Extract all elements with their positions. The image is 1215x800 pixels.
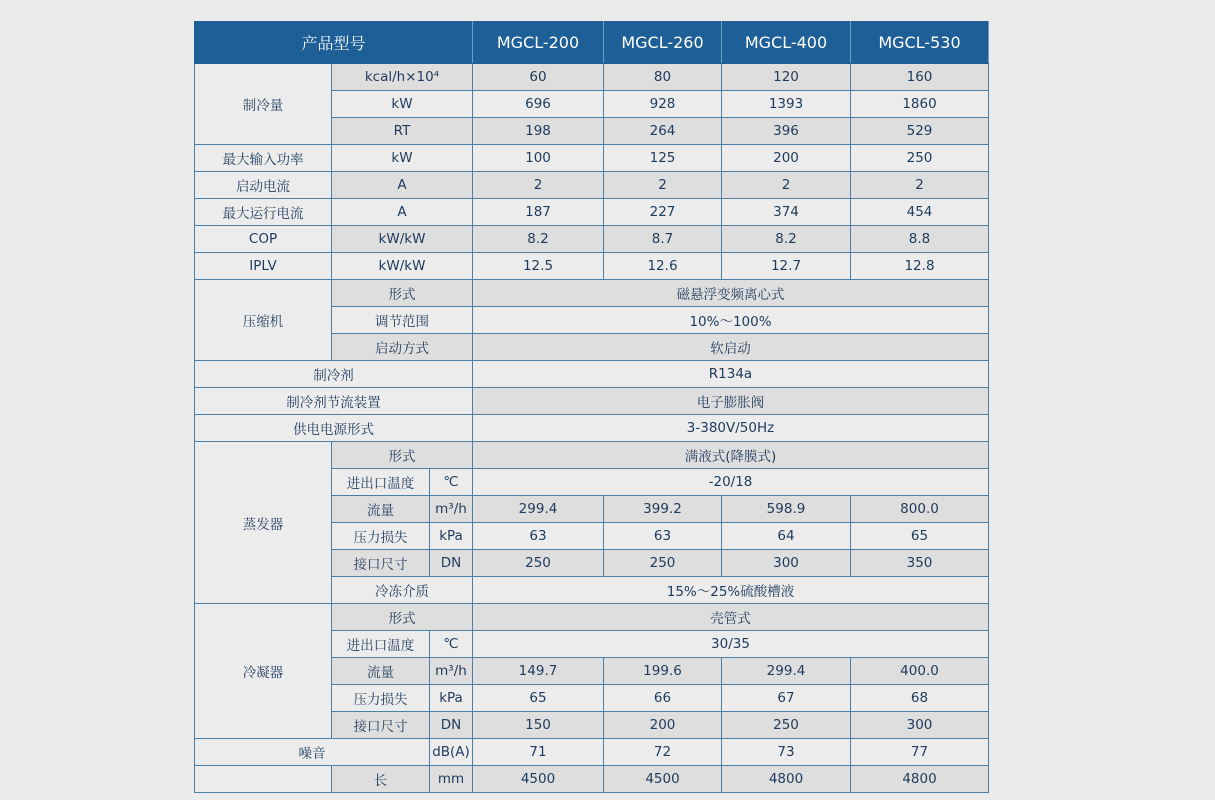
value-cell: 120 [722,64,851,91]
table-row [195,766,989,793]
value-cell: 73 [722,739,851,766]
table-row [195,361,989,388]
unit-cell: DN [430,712,473,739]
table-row [195,226,989,253]
row-label: 噪音 [195,739,430,766]
value-cell: 壳管式 [473,604,989,631]
value-cell: 928 [604,91,722,118]
row-label: 制冷剂节流装置 [195,388,473,415]
value-cell: 160 [851,64,989,91]
value-cell: 299.4 [722,658,851,685]
value-cell: 399.2 [604,496,722,523]
value-cell: 72 [604,739,722,766]
value-cell: 8.7 [604,226,722,253]
row-label: 形式 [332,280,473,307]
value-cell: 454 [851,199,989,226]
value-cell: 1860 [851,91,989,118]
value-cell: 电子膨胀阀 [473,388,989,415]
value-cell: -20/18 [473,469,989,496]
row-label: 制冷剂 [195,361,473,388]
value-cell: 10%～100% [473,307,989,334]
group-label-evaporator: 蒸发器 [195,442,332,604]
value-cell: 100 [473,145,604,172]
value-cell: 60 [473,64,604,91]
value-cell: 15%～25%硫酸槽液 [473,577,989,604]
value-cell: 66 [604,685,722,712]
model-name: MGCL-200 [473,22,604,64]
unit-cell: kW [332,145,473,172]
unit-cell: dB(A) [430,739,473,766]
value-cell: 300 [851,712,989,739]
row-label: 启动方式 [332,334,473,361]
table-row [195,280,989,307]
unit-cell: kcal/h×10⁴ [332,64,473,91]
value-cell: 198 [473,118,604,145]
row-label: IPLV [195,253,332,280]
value-cell: 满液式(降膜式) [473,442,989,469]
value-cell: 227 [604,199,722,226]
model-name: MGCL-530 [851,22,989,64]
table-row [195,199,989,226]
value-cell: 30/35 [473,631,989,658]
value-cell: 199.6 [604,658,722,685]
unit-cell: ℃ [430,469,473,496]
row-label: 最大运行电流 [195,199,332,226]
value-cell: 4500 [473,766,604,793]
row-label: 形式 [332,442,473,469]
value-cell: 12.5 [473,253,604,280]
row-label: 流量 [332,496,430,523]
value-cell: 68 [851,685,989,712]
row-label: 接口尺寸 [332,712,430,739]
model-name: MGCL-260 [604,22,722,64]
unit-cell: kW/kW [332,253,473,280]
value-cell: 250 [851,145,989,172]
value-cell: 4800 [851,766,989,793]
value-cell: 4800 [722,766,851,793]
unit-cell: mm [430,766,473,793]
row-label: 进出口温度 [332,631,430,658]
value-cell: 8.2 [722,226,851,253]
value-cell: 12.6 [604,253,722,280]
value-cell: 3-380V/50Hz [473,415,989,442]
row-label: 长 [332,766,430,793]
value-cell: 374 [722,199,851,226]
value-cell: 396 [722,118,851,145]
unit-cell: m³/h [430,658,473,685]
row-label: 冷冻介质 [332,577,473,604]
value-cell: 2 [722,172,851,199]
model-label: 产品型号 [195,22,473,64]
row-label: 供电电源形式 [195,415,473,442]
header-row [195,22,989,64]
value-cell: 300 [722,550,851,577]
value-cell: 250 [604,550,722,577]
value-cell: 200 [722,145,851,172]
value-cell: 2 [604,172,722,199]
value-cell: 4500 [604,766,722,793]
spec-table [194,21,989,793]
table-row [195,145,989,172]
value-cell: 350 [851,550,989,577]
value-cell: 63 [473,523,604,550]
table-row [195,388,989,415]
value-cell: 8.2 [473,226,604,253]
value-cell: 2 [473,172,604,199]
value-cell: 598.9 [722,496,851,523]
unit-cell: A [332,199,473,226]
value-cell: 磁悬浮变频离心式 [473,280,989,307]
model-name: MGCL-400 [722,22,851,64]
value-cell: R134a [473,361,989,388]
value-cell: 71 [473,739,604,766]
group-label-compressor: 压缩机 [195,280,332,361]
group-label-dimension [195,766,332,793]
table-row [195,739,989,766]
value-cell: 264 [604,118,722,145]
row-label: 调节范围 [332,307,473,334]
value-cell: 187 [473,199,604,226]
table-row [195,604,989,631]
group-label-condenser: 冷凝器 [195,604,332,739]
value-cell: 65 [473,685,604,712]
value-cell: 77 [851,739,989,766]
unit-cell: kW [332,91,473,118]
row-label: 接口尺寸 [332,550,430,577]
value-cell: 149.7 [473,658,604,685]
value-cell: 软启动 [473,334,989,361]
value-cell: 125 [604,145,722,172]
unit-cell: kW/kW [332,226,473,253]
unit-cell: m³/h [430,496,473,523]
group-label-cooling: 制冷量 [195,64,332,145]
value-cell: 2 [851,172,989,199]
row-label: 形式 [332,604,473,631]
unit-cell: A [332,172,473,199]
table-row [195,442,989,469]
row-label: 压力损失 [332,523,430,550]
value-cell: 67 [722,685,851,712]
unit-cell: ℃ [430,631,473,658]
value-cell: 12.8 [851,253,989,280]
table-row [195,172,989,199]
value-cell: 250 [473,550,604,577]
value-cell: 696 [473,91,604,118]
row-label: 启动电流 [195,172,332,199]
value-cell: 400.0 [851,658,989,685]
value-cell: 12.7 [722,253,851,280]
value-cell: 63 [604,523,722,550]
value-cell: 529 [851,118,989,145]
row-label: 进出口温度 [332,469,430,496]
row-label: COP [195,226,332,253]
table-row [195,415,989,442]
table-row [195,64,989,91]
table-row [195,253,989,280]
unit-cell: kPa [430,523,473,550]
value-cell: 65 [851,523,989,550]
value-cell: 150 [473,712,604,739]
row-label: 流量 [332,658,430,685]
row-label: 压力损失 [332,685,430,712]
value-cell: 80 [604,64,722,91]
unit-cell: RT [332,118,473,145]
unit-cell: DN [430,550,473,577]
value-cell: 299.4 [473,496,604,523]
value-cell: 250 [722,712,851,739]
value-cell: 8.8 [851,226,989,253]
value-cell: 800.0 [851,496,989,523]
unit-cell: kPa [430,685,473,712]
value-cell: 64 [722,523,851,550]
value-cell: 200 [604,712,722,739]
row-label: 最大输入功率 [195,145,332,172]
value-cell: 1393 [722,91,851,118]
